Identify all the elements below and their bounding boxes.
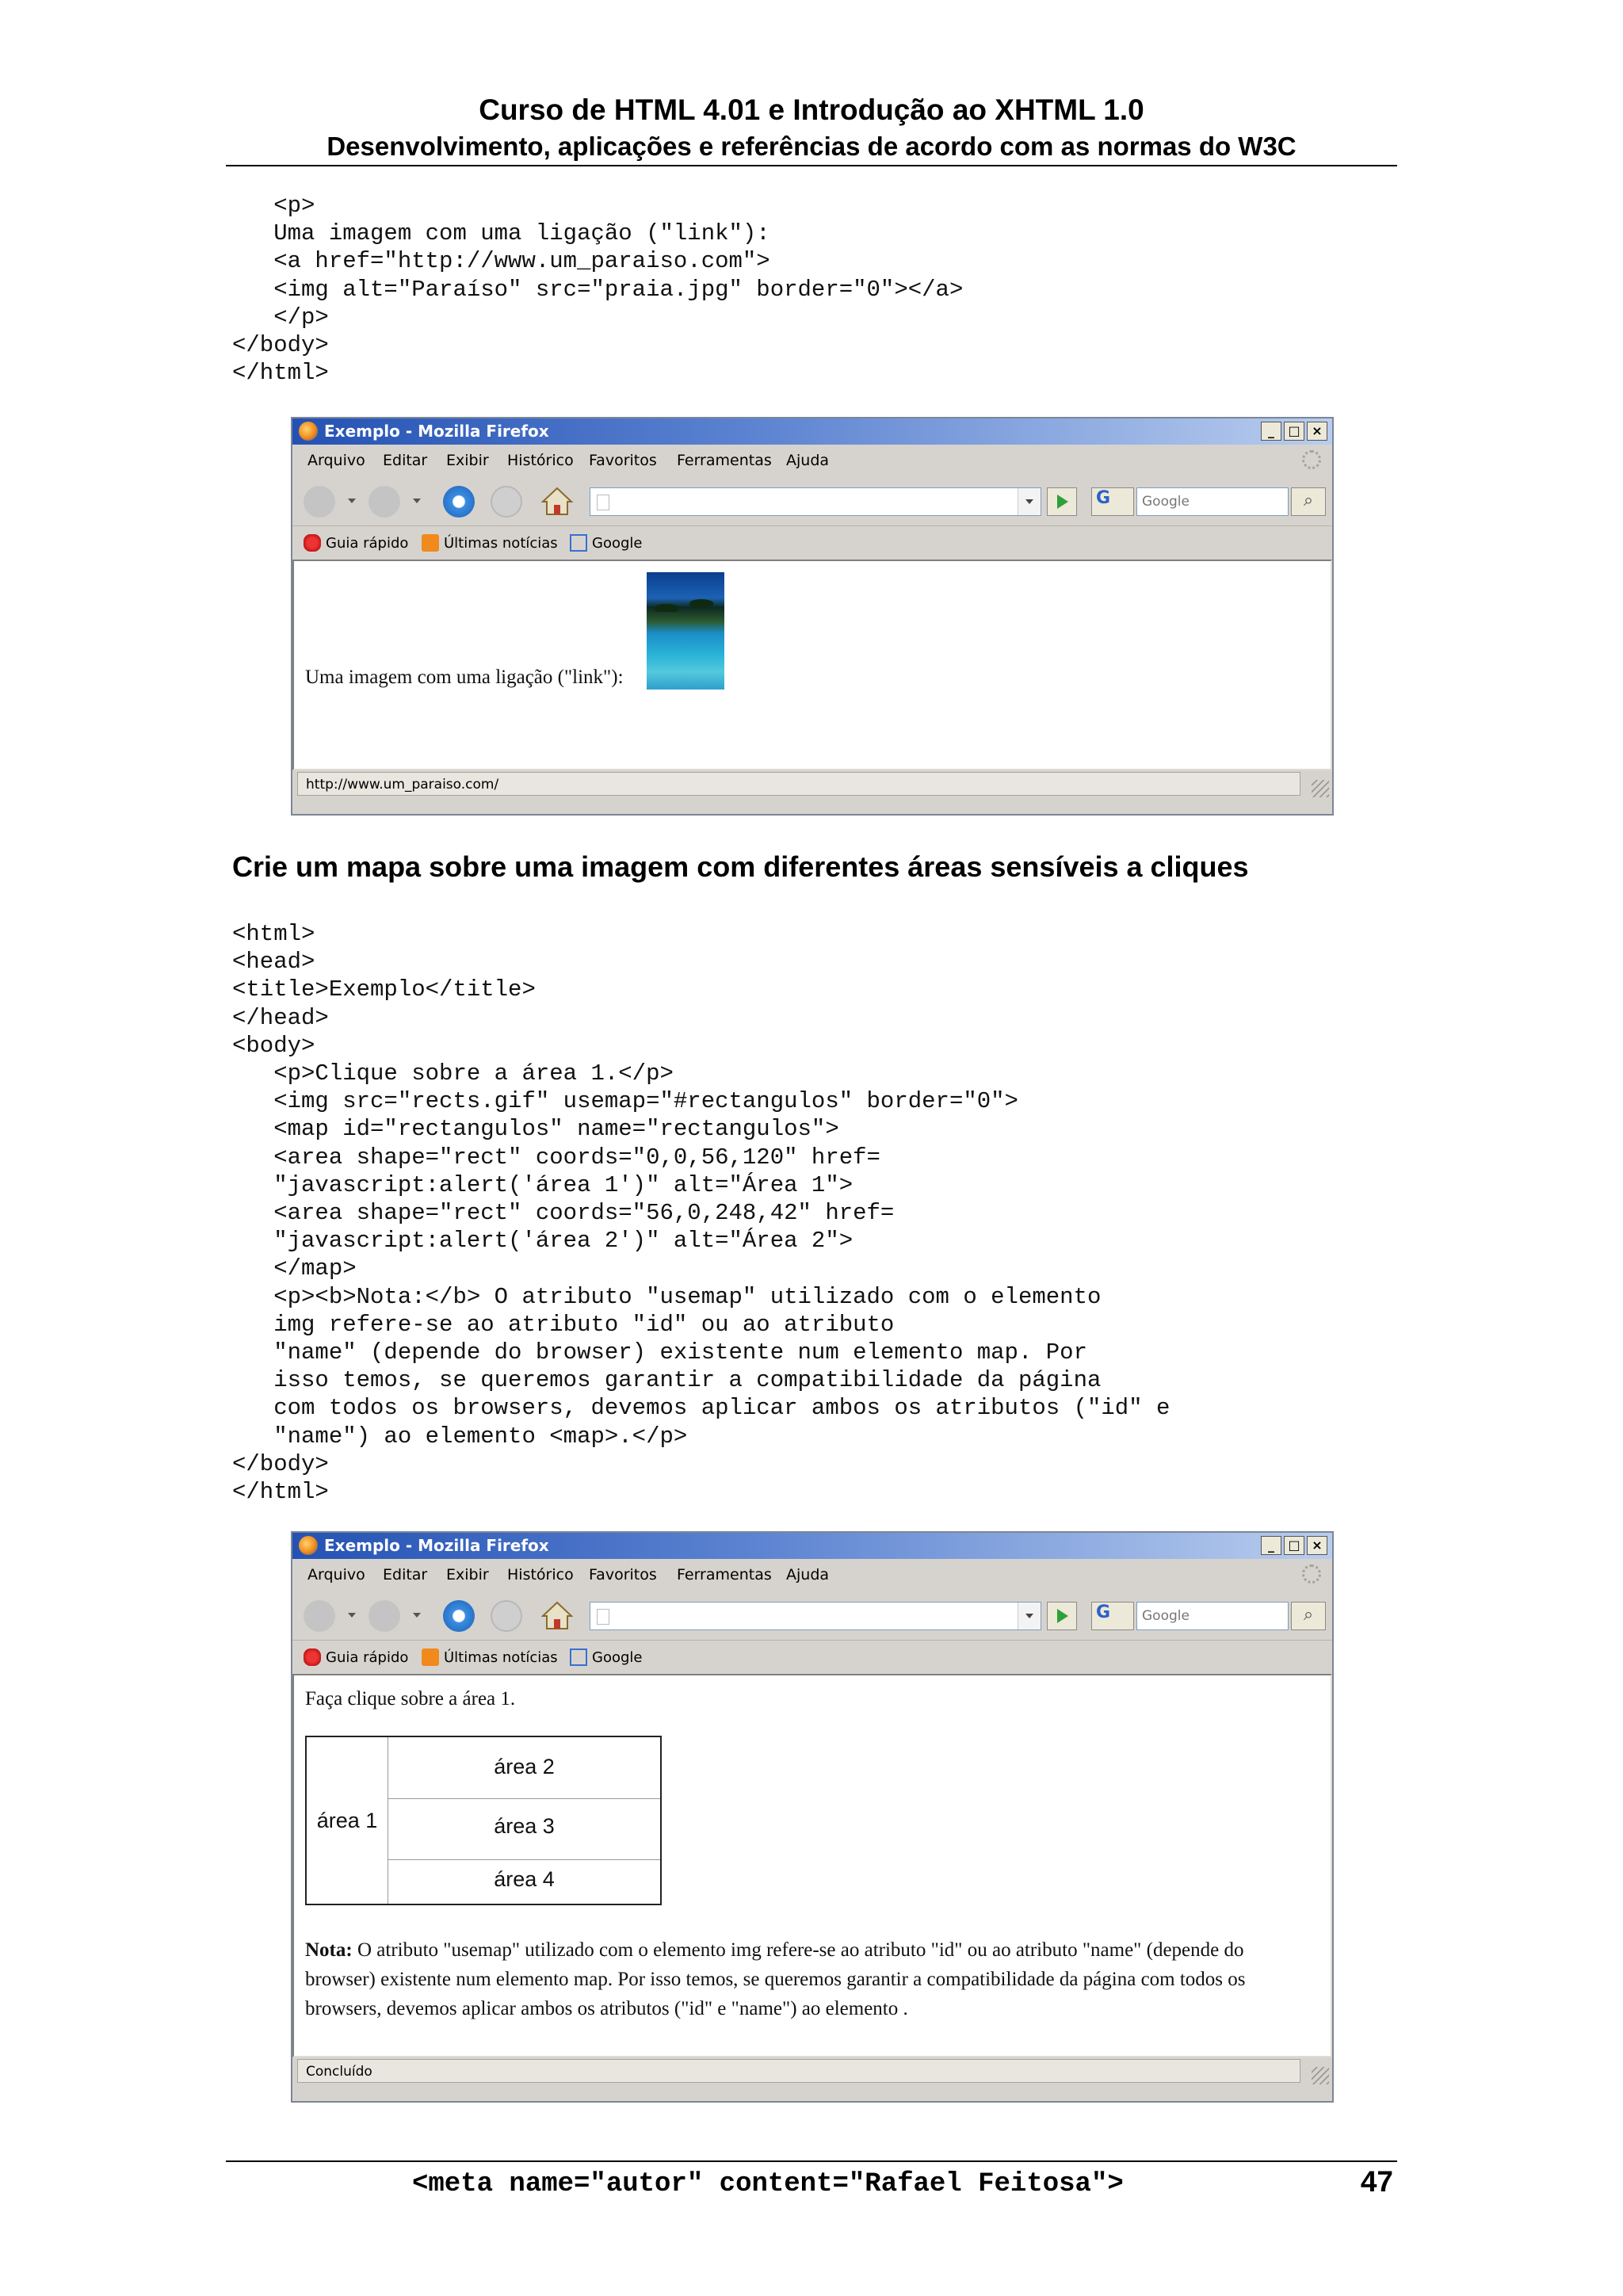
bookmark-ultimas-noticias[interactable] [422,534,558,552]
search-input[interactable]: Google [1136,487,1289,516]
search-icon[interactable]: ⌕ [1291,487,1326,516]
navigation-toolbar [292,1591,1332,1640]
throbber-icon [1302,450,1321,469]
bookmark-label: Google [592,1648,643,1666]
menu-editar[interactable]: Editar [383,452,428,469]
rss-icon [422,534,439,552]
search-engine-select[interactable]: G [1091,1602,1134,1630]
menu-bar [292,445,1332,476]
page-title: Curso de HTML 4.01 e Introdução ao XHTML 1.0 [479,94,1144,126]
back-icon[interactable] [304,1600,335,1632]
link-caption: Uma imagem com uma ligação ("link"): [305,667,624,688]
beach-image-link[interactable] [647,572,724,690]
firefox-icon [299,1536,318,1555]
image-map [305,1736,662,1905]
menu-arquivo[interactable]: Arquivo [307,1566,365,1584]
area-3-label: área 3 [494,1814,555,1838]
menu-favoritos[interactable]: Favoritos [589,452,657,469]
bookmark-label: Google [592,534,643,552]
back-dropdown-icon[interactable] [348,1613,356,1618]
bookmark-label: Guia rápido [326,534,409,552]
menu-historico[interactable]: Histórico [507,452,574,469]
area-4-label: área 4 [494,1867,555,1891]
area-1-label: área 1 [316,1809,378,1832]
close-icon[interactable]: × [1307,422,1327,441]
throbber-icon [1302,1564,1321,1584]
minimize-icon[interactable]: _ [1261,1536,1281,1555]
minimize-icon[interactable]: _ [1261,422,1281,441]
rss-icon [422,1648,439,1666]
bookmark-guia-rapido[interactable] [304,534,408,552]
stop-icon[interactable] [491,486,522,518]
bookmark-google[interactable] [570,1648,642,1666]
window-title: Exemplo - Mozilla Firefox [324,422,549,441]
forward-dropdown-icon[interactable] [413,499,421,503]
menu-ajuda[interactable]: Ajuda [786,1566,830,1584]
page-content [292,560,1332,770]
menu-bar [292,1559,1332,1591]
home-icon[interactable] [541,1600,573,1632]
bookmark-label: Últimas notícias [444,1648,558,1666]
resize-grip-icon[interactable] [1312,780,1329,797]
status-text: Concluído [297,2059,1300,2083]
window-title: Exemplo - Mozilla Firefox [324,1536,549,1555]
firefox-icon [299,422,318,441]
status-bar [292,770,1332,800]
maximize-icon[interactable]: □ [1284,1536,1304,1555]
menu-arquivo[interactable]: Arquivo [307,452,365,469]
menu-editar[interactable]: Editar [383,1566,428,1584]
footer-meta: <meta name="autor" content="Rafael Feitosa"> [412,2169,1124,2199]
area-2-label: área 2 [494,1755,555,1778]
back-icon[interactable] [304,486,335,518]
menu-exibir[interactable]: Exibir [446,452,489,469]
guide-icon [304,534,321,552]
instruction-text: Faça clique sobre a área 1. [305,1688,516,1710]
url-dropdown-icon[interactable] [1018,1603,1041,1629]
map-area-3 [388,1798,660,1860]
map-area-2[interactable] [388,1737,660,1799]
reload-icon[interactable] [443,1600,475,1632]
forward-icon[interactable] [369,1600,400,1632]
menu-exibir[interactable]: Exibir [446,1566,489,1584]
navigation-toolbar [292,476,1332,525]
page-icon [597,1609,609,1625]
map-area-4 [388,1859,660,1904]
bookmark-label: Guia rápido [326,1648,409,1666]
bookmark-ultimas-noticias[interactable] [422,1648,558,1666]
note-text: O atributo "usemap" utilizado com o elemento img refere-se ao atributo "id" ou ao atributo "name" (depende do browser) existente num elemento map. Por isso temos, se queremos garantir a compatibilidade da página com todos os browsers, devemos aplicar ambos os atributos ("id" e "name") ao elemento . [305,1939,1246,2019]
go-button[interactable] [1047,1602,1077,1630]
status-text: http://www.um_paraiso.com/ [297,772,1300,796]
home-icon[interactable] [541,486,573,518]
page-content [292,1674,1332,2057]
menu-ajuda[interactable]: Ajuda [786,452,830,469]
footer-rule [226,2160,1397,2162]
window-titlebar [292,1533,1332,1559]
page-number: 47 [1360,2165,1393,2198]
forward-icon[interactable] [369,486,400,518]
code-block-link-image: <p> Uma imagem com uma ligação ("link"): <a href="http://www.um_paraiso.com"> <img alt="Paraíso" src="praia.jpg" border="0"></a> </p> </body> </html> [232,193,964,387]
menu-historico[interactable]: Histórico [507,1566,574,1584]
reload-icon[interactable] [443,486,475,518]
go-button[interactable] [1047,487,1077,516]
url-input[interactable] [590,487,1041,516]
back-dropdown-icon[interactable] [348,499,356,503]
maximize-icon[interactable]: □ [1284,422,1304,441]
url-input[interactable] [590,1602,1041,1630]
bookmarks-toolbar [292,525,1332,560]
note-label: Nota: [305,1939,353,1961]
menu-ferramentas[interactable]: Ferramentas [677,1566,772,1584]
search-engine-select[interactable]: G [1091,487,1134,516]
section-heading: Crie um mapa sobre uma imagem com diferentes áreas sensíveis a cliques [232,850,1249,883]
forward-dropdown-icon[interactable] [413,1613,421,1618]
google-icon [570,1648,587,1666]
header-rule [226,165,1397,166]
browser-window-2 [291,1531,1334,2103]
page-subtitle: Desenvolvimento, aplicações e referências de acordo com as normas do W3C [327,132,1296,161]
search-icon[interactable]: ⌕ [1291,1602,1326,1630]
browser-window-1 [291,417,1334,816]
guide-icon [304,1648,321,1666]
bookmark-guia-rapido[interactable] [304,1648,408,1666]
window-titlebar [292,418,1332,445]
note-paragraph [305,1935,1304,2023]
url-dropdown-icon[interactable] [1018,488,1041,515]
bookmark-google[interactable] [570,534,642,552]
search-input[interactable]: Google [1136,1602,1289,1630]
resize-grip-icon[interactable] [1312,2067,1329,2084]
bookmark-label: Últimas notícias [444,534,558,552]
status-bar [292,2057,1332,2088]
map-area-1[interactable] [307,1737,388,1904]
close-icon[interactable]: × [1307,1536,1327,1555]
bookmarks-toolbar [292,1640,1332,1674]
stop-icon[interactable] [491,1600,522,1632]
code-block-image-map: <html> <head> <title>Exemplo</title> </head> <body> <p>Clique sobre a área 1.</p> <img src="rects.gif" usemap="#rectangulos" border="0"> <map id="rectangulos" name="rectangulos"> <area shape="rect" coords="0,0,56,120" href= "javascript:alert('área 1')" alt="Área 1"> <area shape="rect" coords="56,0,248,42" href= "javascript:alert('área 2')" alt="Área 2"> </map> <p><b>Nota:</b> O atributo "usemap" utilizado com o elemento img refere-se ao atributo "id" ou ao atributo "name" (depende do browser) existente num elemento map. Por isso temos, se queremos garantir a compatibilidade da página com todos os browsers, devemos aplicar ambos os atributos ("id" e "name") ao elemento <map>.</p> </body> </html> [232,921,1170,1506]
menu-ferramentas[interactable]: Ferramentas [677,452,772,469]
page-icon [597,495,609,510]
google-icon [570,534,587,552]
menu-favoritos[interactable]: Favoritos [589,1566,657,1584]
